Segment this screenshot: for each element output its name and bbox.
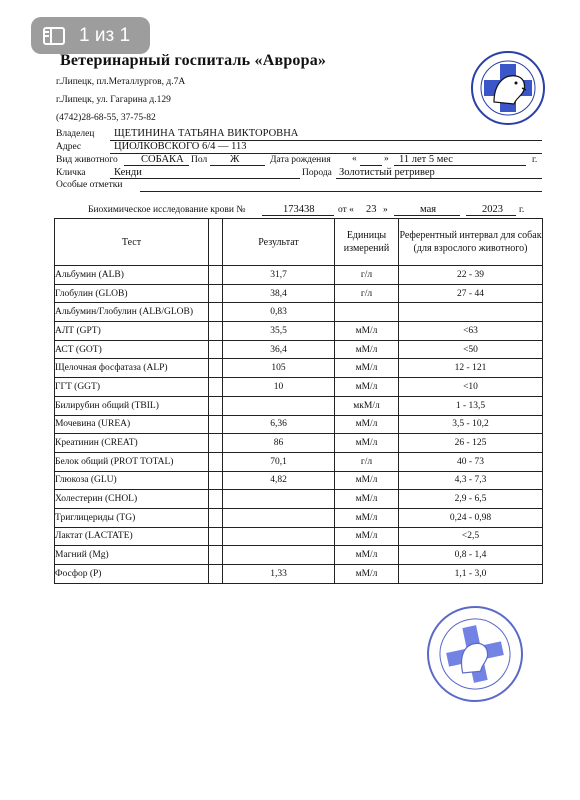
- owner-label: Владелец: [56, 129, 95, 139]
- row-result-value: 6,36: [223, 415, 335, 434]
- address-value: ЦИОЛКОВСКОГО 6/4 — 113: [114, 141, 247, 152]
- row-reference: <50: [399, 340, 543, 359]
- row-spacer: [209, 378, 223, 397]
- sex-value: Ж: [230, 154, 240, 165]
- row-unit: [335, 303, 399, 322]
- row-unit: мМ/л: [335, 340, 399, 359]
- row-spacer: [209, 508, 223, 527]
- pet-name-value: Кенди: [114, 167, 142, 178]
- header-test: Тест: [55, 219, 209, 266]
- table-row: [55, 359, 543, 378]
- notes-label: Особые отметки: [56, 180, 123, 190]
- table-row: [55, 396, 543, 415]
- birth-value: 11 лет 5 мес: [399, 154, 453, 165]
- birth-quote-open: «: [352, 154, 357, 164]
- clinic-phones: (4742)28-68-55, 37-75-82: [56, 113, 156, 123]
- clinic-stamp-icon: [425, 604, 525, 704]
- table-row: [55, 527, 543, 546]
- row-result-value: 31,7: [223, 266, 335, 285]
- clinic-address-2: г.Липецк, ул. Гагарина д.129: [56, 95, 171, 105]
- clinic-logo-icon: [470, 50, 546, 126]
- row-spacer: [209, 546, 223, 565]
- row-test-name: ГГТ (GGT): [55, 378, 209, 397]
- table-row: [55, 471, 543, 490]
- study-number-underline: [262, 215, 334, 216]
- breed-value: Золотистый ретривер: [339, 167, 435, 178]
- row-reference: 2,9 - 6,5: [399, 490, 543, 509]
- sidebar-toggle-icon[interactable]: [43, 27, 65, 45]
- clinic-name: Ветеринарный госпиталь «Аврора»: [60, 52, 327, 69]
- header-reference: Референтный интервал для собак (для взрослого животного): [399, 219, 543, 266]
- study-year: 2023: [482, 204, 503, 215]
- breed-underline: [336, 178, 542, 179]
- row-unit: мМ/л: [335, 508, 399, 527]
- row-reference: 26 - 125: [399, 434, 543, 453]
- row-reference: 1 - 13,5: [399, 396, 543, 415]
- row-spacer: [209, 322, 223, 341]
- row-result-value: [223, 508, 335, 527]
- row-spacer: [209, 340, 223, 359]
- row-result-value: 36,4: [223, 340, 335, 359]
- row-result-value: [223, 490, 335, 509]
- row-reference: 4,3 - 7,3: [399, 471, 543, 490]
- row-result-value: 1,33: [223, 565, 335, 584]
- study-day-close: »: [383, 205, 388, 215]
- study-year-underline: [466, 215, 516, 216]
- row-reference: 1,1 - 3,0: [399, 565, 543, 584]
- row-unit: мМ/л: [335, 359, 399, 378]
- study-label: Биохимическое исследование крови №: [88, 205, 246, 215]
- row-result-value: 4,82: [223, 471, 335, 490]
- row-spacer: [209, 565, 223, 584]
- row-spacer: [209, 471, 223, 490]
- row-result-value: 38,4: [223, 284, 335, 303]
- row-test-name: Альбумин/Глобулин (ALB/GLOB): [55, 303, 209, 322]
- row-unit: г/л: [335, 452, 399, 471]
- row-result-value: 105: [223, 359, 335, 378]
- row-result-value: [223, 546, 335, 565]
- species-value: СОБАКА: [141, 154, 184, 165]
- sex-underline: [210, 165, 265, 166]
- row-test-name: АСТ (GOT): [55, 340, 209, 359]
- row-spacer: [209, 415, 223, 434]
- row-spacer: [209, 359, 223, 378]
- species-label: Вид животного: [56, 155, 118, 165]
- page-indicator-text: 1 из 1: [79, 24, 131, 46]
- row-reference: [399, 303, 543, 322]
- row-unit: мМ/л: [335, 565, 399, 584]
- row-test-name: Глюкоза (GLU): [55, 471, 209, 490]
- row-spacer: [209, 396, 223, 415]
- table-row: [55, 415, 543, 434]
- row-test-name: Триглицериды (TG): [55, 508, 209, 527]
- row-result-value: [223, 396, 335, 415]
- row-unit: г/л: [335, 266, 399, 285]
- birth-year-suffix: г.: [532, 155, 538, 165]
- row-reference: 12 - 121: [399, 359, 543, 378]
- table-row: [55, 434, 543, 453]
- row-result-value: 10: [223, 378, 335, 397]
- lab-report-document: [0, 44, 580, 800]
- table-row: [55, 266, 543, 285]
- owner-value: ЩЕТИНИНА ТАТЬЯНА ВИКТОРОВНА: [114, 128, 299, 139]
- row-test-name: Холестерин (CHOL): [55, 490, 209, 509]
- row-result-value: [223, 527, 335, 546]
- table-row: [55, 452, 543, 471]
- clinic-address-1: г.Липецк, пл.Металлургов, д.7А: [56, 77, 186, 87]
- row-reference: <63: [399, 322, 543, 341]
- row-test-name: Щелочная фосфатаза (ALP): [55, 359, 209, 378]
- pet-name-label: Кличка: [56, 168, 86, 178]
- row-reference: 22 - 39: [399, 266, 543, 285]
- row-spacer: [209, 490, 223, 509]
- table-header-row: [55, 219, 543, 266]
- row-test-name: АЛТ (GPT): [55, 322, 209, 341]
- row-unit: мМ/л: [335, 490, 399, 509]
- row-test-name: Глобулин (GLOB): [55, 284, 209, 303]
- row-unit: мМ/л: [335, 546, 399, 565]
- study-year-suffix: г.: [519, 205, 525, 215]
- birth-day-underline: [360, 165, 382, 166]
- table-row: [55, 565, 543, 584]
- row-unit: мМ/л: [335, 378, 399, 397]
- row-reference: 0,24 - 0,98: [399, 508, 543, 527]
- table-row: [55, 378, 543, 397]
- row-test-name: Мочевина (UREA): [55, 415, 209, 434]
- results-table: [54, 218, 543, 584]
- notes-underline: [140, 191, 542, 192]
- row-unit: мМ/л: [335, 434, 399, 453]
- row-result-value: 70,1: [223, 452, 335, 471]
- species-underline: [124, 165, 189, 166]
- row-result-value: 0,83: [223, 303, 335, 322]
- table-row: [55, 546, 543, 565]
- sex-label: Пол: [191, 155, 208, 165]
- study-month-underline: [394, 215, 460, 216]
- study-number: 173438: [283, 204, 315, 215]
- birth-label: Дата рождения: [270, 155, 331, 165]
- row-reference: 27 - 44: [399, 284, 543, 303]
- row-reference: <10: [399, 378, 543, 397]
- table-row: [55, 303, 543, 322]
- row-test-name: Белок общий (PROT TOTAL): [55, 452, 209, 471]
- row-test-name: Фосфор (P): [55, 565, 209, 584]
- header-units: Единицы измерений: [335, 219, 399, 266]
- row-result-value: 86: [223, 434, 335, 453]
- row-reference: <2,5: [399, 527, 543, 546]
- address-label: Адрес: [56, 142, 82, 152]
- pet-name-underline: [110, 178, 300, 179]
- row-reference: 3,5 - 10,2: [399, 415, 543, 434]
- study-from-label: от «: [338, 205, 354, 215]
- row-unit: мМ/л: [335, 471, 399, 490]
- birth-underline: [394, 165, 526, 166]
- row-unit: мМ/л: [335, 322, 399, 341]
- row-reference: 0,8 - 1,4: [399, 546, 543, 565]
- row-spacer: [209, 266, 223, 285]
- row-unit: мкМ/л: [335, 396, 399, 415]
- row-test-name: Креатинин (CREAT): [55, 434, 209, 453]
- table-row: [55, 490, 543, 509]
- row-result-value: 35,5: [223, 322, 335, 341]
- header-spacer: [209, 219, 223, 266]
- row-spacer: [209, 452, 223, 471]
- table-row: [55, 340, 543, 359]
- birth-quote-close: »: [384, 154, 389, 164]
- row-unit: г/л: [335, 284, 399, 303]
- study-day: 23: [366, 204, 377, 215]
- row-test-name: Лактат (LACTATE): [55, 527, 209, 546]
- table-row: [55, 322, 543, 341]
- table-row: [55, 508, 543, 527]
- table-row: [55, 284, 543, 303]
- row-unit: мМ/л: [335, 415, 399, 434]
- header-result: Результат: [223, 219, 335, 266]
- row-test-name: Магний (Mg): [55, 546, 209, 565]
- row-reference: 40 - 73: [399, 452, 543, 471]
- row-spacer: [209, 527, 223, 546]
- row-test-name: Билирубин общий (TBIL): [55, 396, 209, 415]
- row-unit: мМ/л: [335, 527, 399, 546]
- breed-label: Порода: [302, 168, 332, 178]
- row-spacer: [209, 284, 223, 303]
- study-month: мая: [420, 204, 437, 215]
- row-test-name: Альбумин (ALB): [55, 266, 209, 285]
- row-spacer: [209, 434, 223, 453]
- row-spacer: [209, 303, 223, 322]
